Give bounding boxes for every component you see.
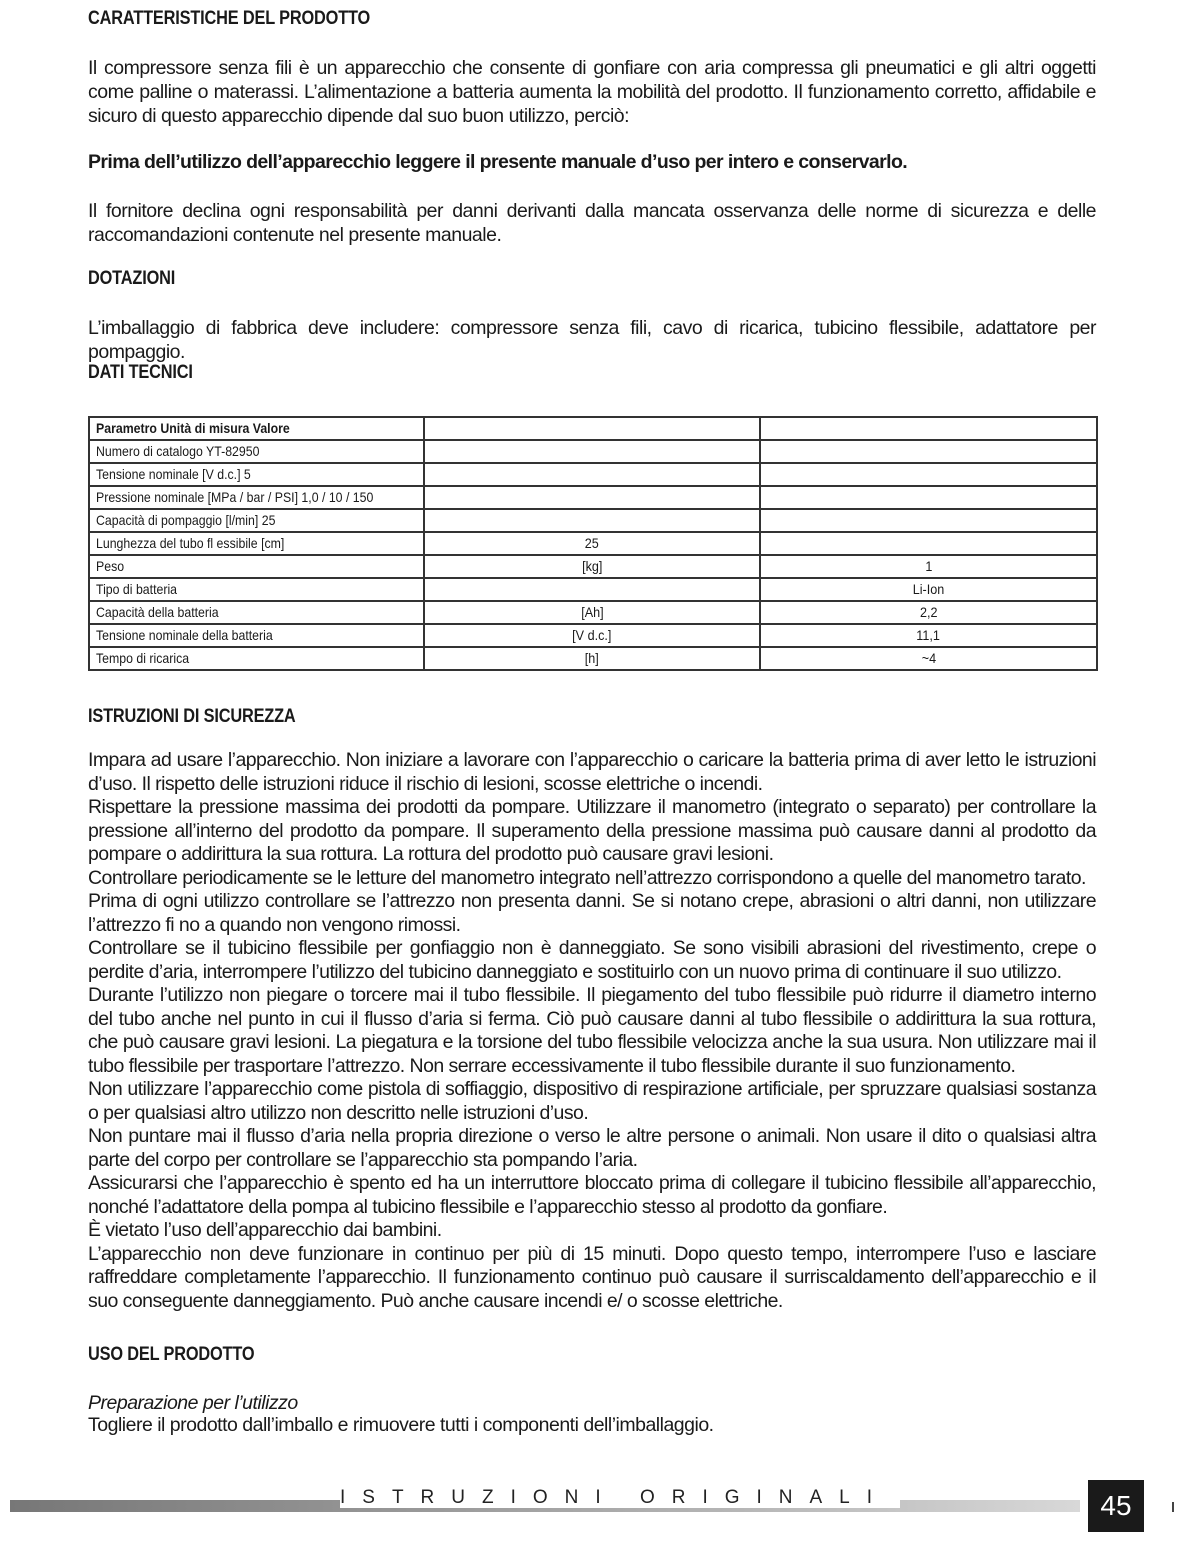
table-cell	[89, 509, 424, 532]
table-cell-text: Numero di catalogo YT-82950	[96, 443, 260, 459]
table-cell	[760, 417, 1097, 440]
footer-tick	[1172, 1502, 1174, 1512]
safety-paragraph: Controllare periodicamente se le letture del manometro integrato nell’attrezzo corrispondono a quelle del manometro tarato.	[88, 866, 1086, 889]
table-cell-text: 11,1	[916, 627, 941, 643]
safety-paragraph: Non puntare mai il flusso d’aria nella propria direzione o verso le altre persone o animali. Non usare il dito o qualsiasi altra parte del corpo per controllare se l’apparecchio sta pompando l’aria.	[88, 1125, 1096, 1171]
table-cell	[760, 486, 1097, 509]
table-cell	[89, 532, 424, 555]
paragraph-usage: Togliere il prodotto dall’imballo e rimuovere tutti i componenti dell’imballaggio.	[88, 1414, 714, 1436]
page-number: 45	[1088, 1480, 1144, 1532]
safety-paragraph: È vietato l’uso dell’apparecchio dai bambini.	[88, 1219, 442, 1241]
heading-equipment: DOTAZIONI	[88, 268, 176, 289]
usage-subtitle: Preparazione per l’utilizzo	[88, 1392, 298, 1414]
table-cell	[424, 486, 760, 509]
table-cell	[760, 624, 1097, 647]
table-cell	[760, 555, 1097, 578]
safety-paragraph: Prima di ogni utilizzo controllare se l’attrezzo non presenta danni. Se si notano crepe, abrasioni o altri danni, non utilizzare l’attrezzo fi no a quando non vengono rimossi.	[88, 890, 1096, 936]
table-cell-text: Tipo di batteria	[96, 581, 178, 597]
table-row	[89, 578, 1097, 601]
table-cell	[424, 463, 760, 486]
table-cell	[89, 463, 424, 486]
table-row	[89, 532, 1097, 555]
table-cell	[89, 647, 424, 670]
table-cell	[760, 440, 1097, 463]
table-cell	[424, 417, 760, 440]
table-cell-text: [Ah]	[580, 604, 604, 620]
table-cell	[424, 647, 760, 670]
heading-usage: USO DEL PRODOTTO	[88, 1344, 255, 1365]
safety-paragraph: Controllare se il tubicino flessibile per gonfiaggio non è danneggiato. Se sono visibili abrasioni del rivestimento, crepe o perdite d’aria, interrompere l’utilizzo del tubicino danneggiato e sostituirlo con un nuovo prima di continuare il suo utilizzo.	[88, 937, 1096, 983]
paragraph-equipment: L’imballaggio di fabbrica deve includere: compressore senza fili, cavo di ricarica, tubicino flessibile, adattatore per pompaggio.	[88, 317, 1096, 363]
paragraph-read-manual: Prima dell’utilizzo dell’apparecchio leggere il presente manuale d’uso per intero e conservarlo.	[88, 151, 908, 173]
table-cell	[760, 463, 1097, 486]
table-cell-text: 25	[584, 535, 600, 551]
table-cell-text: [V d.c.]	[572, 627, 612, 643]
table-cell	[760, 532, 1097, 555]
table-cell-text: Pressione nominale [MPa / bar / PSI] 1,0 / 10 / 150	[96, 489, 374, 505]
paragraph-intro: Il compressore senza fili è un apparecchio che consente di gonfiare con aria compressa gli pneumatici e gli altri oggetti come palline o materassi. L’alimentazione a batteria aumenta la mobilità del prodotto. Il funzionamento corretto, affidabile e sicuro di questo apparecchio dipende dal suo buon utilizzo, perciò:	[88, 57, 1096, 127]
table-cell-text: Capacità di pompaggio [l/min] 25	[96, 512, 276, 528]
table-cell-text: Capacità della batteria	[96, 604, 219, 620]
safety-instructions	[88, 749, 1096, 1313]
table-cell-text: Parametro Unità di misura Valore	[96, 420, 290, 436]
table-row	[89, 463, 1097, 486]
table-cell	[424, 532, 760, 555]
table-cell-text: Lunghezza del tubo fl essibile [cm]	[96, 535, 285, 551]
table-cell	[424, 555, 760, 578]
table-cell	[89, 601, 424, 624]
table-cell	[760, 647, 1097, 670]
tech-data-table	[88, 416, 1098, 671]
table-cell-text: Tensione nominale della batteria	[96, 627, 273, 643]
table-row	[89, 601, 1097, 624]
paragraph-disclaimer: Il fornitore declina ogni responsabilità per danni derivanti dalla mancata osservanza delle norme di sicurezza e delle raccomandazioni contenute nel presente manuale.	[88, 200, 1096, 246]
table-cell	[89, 417, 424, 440]
table-cell-text: Tempo di ricarica	[96, 650, 190, 666]
table-cell-text: ~4	[921, 650, 936, 666]
heading-safety: ISTRUZIONI DI SICUREZZA	[88, 706, 296, 727]
table-cell-text: Li-Ion	[912, 581, 945, 597]
table-cell	[760, 509, 1097, 532]
table-cell	[89, 555, 424, 578]
table-row	[89, 647, 1097, 670]
table-cell	[424, 578, 760, 601]
table-cell-text: [h]	[584, 650, 600, 666]
table-cell-text: Peso	[96, 558, 125, 574]
table-cell	[760, 601, 1097, 624]
heading-characteristics: CARATTERISTICHE DEL PRODOTTO	[88, 8, 371, 29]
table-cell	[89, 624, 424, 647]
safety-paragraph: Non utilizzare l’apparecchio come pistola di soffiaggio, dispositivo di respirazione artificiale, per spruzzare qualsiasi sostanza o per qualsiasi altro utilizzo non descritto nelle istruzioni d’uso.	[88, 1078, 1096, 1124]
table-cell-text: [kg]	[581, 558, 603, 574]
safety-paragraph: Assicurarsi che l’apparecchio è spento ed ha un interruttore bloccato prima di collegare il tubicino flessibile all’apparecchio, nonché l’adattatore della pompa al tubicino flessibile e l’apparecchio stesso al prodotto da gonfiare.	[88, 1172, 1096, 1218]
table-row	[89, 440, 1097, 463]
safety-paragraph: Impara ad usare l’apparecchio. Non iniziare a lavorare con l’apparecchio o caricare la batteria prima di aver letto le istruzioni d’uso. Il rispetto delle istruzioni riduce il rischio di lesioni, scosse elettriche o incendi.	[88, 749, 1096, 795]
table-cell	[760, 578, 1097, 601]
table-cell	[89, 486, 424, 509]
table-cell	[424, 624, 760, 647]
table-row	[89, 555, 1097, 578]
table-row	[89, 624, 1097, 647]
table-cell	[89, 440, 424, 463]
table-cell-text: 1	[924, 558, 933, 574]
table-row	[89, 486, 1097, 509]
table-cell-text: Tensione nominale [V d.c.] 5	[96, 466, 251, 482]
heading-tech-data: DATI TECNICI	[88, 362, 193, 383]
table-cell	[424, 440, 760, 463]
table-row	[89, 509, 1097, 532]
footer-label: ISTRUZIONI ORIGINALI	[340, 1488, 900, 1508]
table-cell	[89, 578, 424, 601]
table-cell	[424, 601, 760, 624]
safety-paragraph: L’apparecchio non deve funzionare in continuo per più di 15 minuti. Dopo questo tempo, interrompere l’uso e lasciare raffreddare completamente l’apparecchio. Il funzionamento continuo può causare il surriscaldamento dell’apparecchio e il suo conseguente danneggiamento. Può anche causare incendi e/ o scosse elettriche.	[88, 1242, 1096, 1312]
safety-paragraph: Rispettare la pressione massima dei prodotti da pompare. Utilizzare il manometro (integrato o separato) per controllare la pressione all’interno del prodotto da pompare. Il superamento della pressione massima può causare danni al prodotto da pompare o addirittura la sua rottura. La rottura del prodotto può causare gravi lesioni.	[88, 796, 1096, 865]
safety-paragraph: Durante l’utilizzo non piegare o torcere mai il tubo flessibile. Il piegamento del tubo flessibile può ridurre il diametro interno del tubo anche nel punto in cui il flusso d’aria si ferma. Ciò può causare danni al tubo flessibile o addirittura la sua rottura, che può causare gravi lesioni. La piegatura e la torsione del tubo flessibile velocizza anche la sua usura. Non utilizzare mai il tubo flessibile per trasportare l’attrezzo. Non serrare eccessivamente il tubo flessibile durante il suo funzionamento.	[88, 984, 1096, 1077]
table-cell	[424, 509, 760, 532]
table-row	[89, 417, 1097, 440]
table-cell-text: 2,2	[919, 604, 938, 620]
